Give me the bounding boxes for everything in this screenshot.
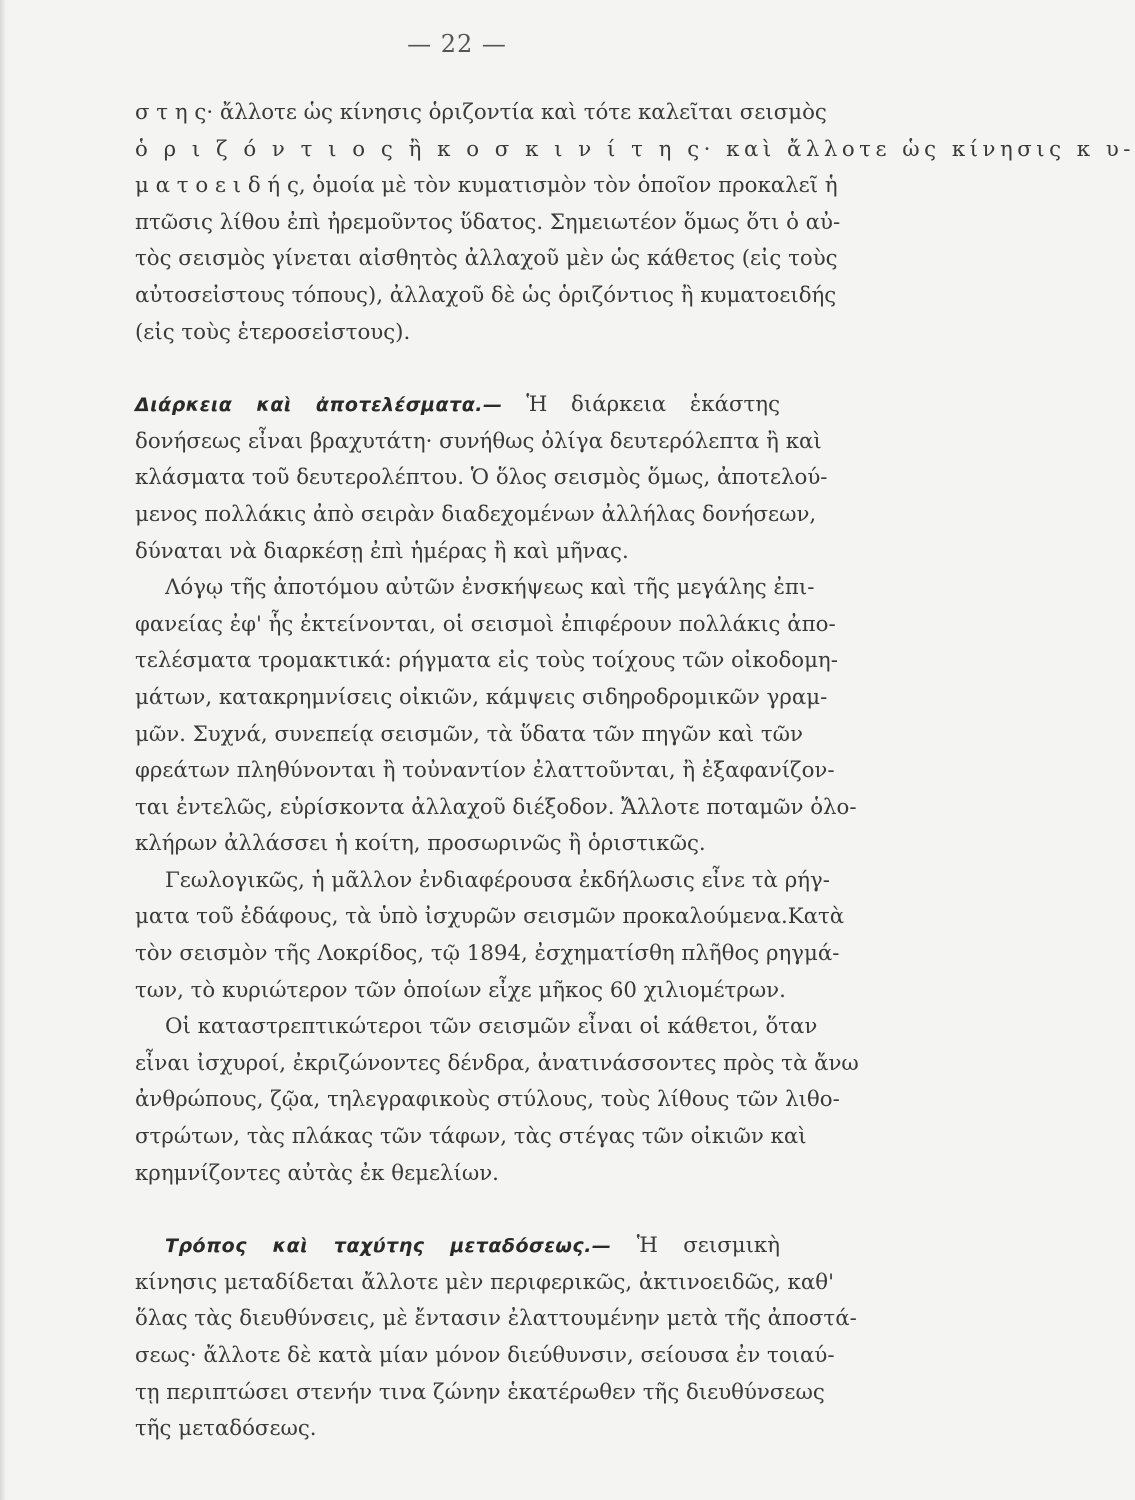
text-line: εἶναι ἰσχυροί, ἐκριζώνοντες δένδρα, ἀνατινάσσοντες πρὸς τὰ ἄνω — [135, 1050, 859, 1076]
text-line: τὸς σεισμὸς γίνεται αἰσθητὸς ἀλλαχοῦ μὲν ὡς κάθετος (εἰς τοὺς — [135, 246, 838, 272]
text-line: ὁ ρ ι ζ ό ν τ ι ο ς ἢ κ ο σ κ ι ν ί τ η ς· καὶ ἄλλοτε ὡς κίνησις κ υ- — [135, 136, 1135, 162]
text-line: σ τ η ς· ἄλλοτε ὡς κίνησις ὁριζοντία καὶ τότε καλεῖται σεισμὸς — [135, 100, 827, 125]
text-line: (εἰς τοὺς ἑτεροσεἰστους). — [135, 319, 411, 345]
text-line: μάτων, κατακρημνίσεις οἰκιῶν, κάμψεις σιδηροδρομικῶν γραμ- — [135, 684, 828, 710]
section-duration — [135, 387, 828, 570]
text-line: πτῶσις λίθου ἐπὶ ἠρεμοῦντος ὕδατος. Σημειωτέον ὅμως ὅτι ὁ αὐ- — [135, 209, 841, 235]
paragraph-effects — [135, 570, 857, 863]
text-line: κρημνίζοντες αὐτὰς ἐκ θεμελίων. — [135, 1160, 499, 1186]
text-line: δύναται νὰ διαρκέσῃ ἐπὶ ἡμέρας ἢ καὶ μῆνας. — [135, 538, 629, 564]
text-line: τὸν σεισμὸν τῆς Λοκρίδος, τῷ 1894, ἐσχηματίσθη πλῆθος ρηγμά- — [135, 941, 840, 967]
page-gutter-shadow — [0, 0, 6, 1500]
text-line: τελέσματα τρομακτικά: ρήγματα εἰς τοὺς τοίχους τῶν οἰκοδομη- — [135, 648, 838, 674]
text-line: μενος πολλάκις ἀπὸ σειρὰν διαδεχομένων ἀλλήλας δονήσεων, — [135, 501, 817, 527]
text-line: φανείας ἐφ' ἧς ἐκτείνονται, οἱ σεισμοὶ ἐπιφέρουν πολλάκις ἀπο- — [135, 611, 836, 637]
page-number: — 22 — — [407, 30, 507, 58]
section-first-line — [135, 387, 780, 424]
text-line: μῶν. Συχνά, συνεπείᾳ σεισμῶν, τὰ ὕδατα τῶν πηγῶν καὶ τῶν — [135, 721, 803, 747]
text-line: στρώτων, τὰς πλάκας τῶν τάφων, τὰς στέγας τῶν οἰκιῶν καὶ — [135, 1124, 807, 1150]
paragraph-seismic-types — [135, 95, 1135, 351]
text-line: κίνησις μεταδίδεται ἄλλοτε μὲν περιφερικῶς, ἀκτινοειδῶς, καθ' — [135, 1269, 834, 1295]
text-line: μ α τ ο ε ι δ ή ς, ὁμοία μὲ τὸν κυματισμὸν τὸν ὁποῖον προκαλεῖ ἡ — [135, 173, 838, 199]
section-heading-duration: Διάρκεια καὶ ἀποτελέσματα.— — [135, 394, 503, 417]
section-first-line — [135, 1228, 780, 1265]
text-line: ὅλας τὰς διευθύνσεις, μὲ ἔντασιν ἐλαττουμένην μετὰ τῆς ἀποστά- — [135, 1306, 857, 1332]
section-first-line-text: Ἡ διάρκεια ἑκάστης — [526, 392, 780, 418]
text-line: σεως· ἄλλοτε δὲ κατὰ μίαν μόνον διεύθυνσιν, σείουσα ἐν τοιαύ- — [135, 1343, 835, 1368]
paragraph-destructive — [135, 1009, 859, 1192]
text-line: Οἱ καταστρεπτικώτεροι τῶν σεισμῶν εἶναι οἱ κάθετοι, ὅταν — [165, 1014, 818, 1040]
text-line: κλάσματα τοῦ δευτερολέπτου. Ὁ ὅλος σεισμὸς ὅμως, ἀποτελού- — [135, 465, 828, 491]
section-heading-propagation: Τρόπος καὶ ταχύτης μεταδόσεως.— — [165, 1235, 612, 1258]
text-line: κλήρων ἀλλάσσει ἡ κοίτη, προσωρινῶς ἢ ὁριστικῶς. — [135, 831, 706, 857]
section-gap — [135, 351, 780, 387]
text-line: ται ἐντελῶς, εὑρίσκοντα ἀλλαχοῦ διέξοδον. Ἄλλοτε ποταμῶν ὁλο- — [135, 794, 857, 820]
section-first-line-text: Ἡ σεισμικὴ — [636, 1233, 780, 1259]
text-line: Λόγῳ τῆς ἀποτόμου αὐτῶν ἐνσκήψεως καὶ τῆς μεγάλης ἐπι- — [165, 575, 815, 601]
text-line: αὐτοσεἰστους τόπους), ἀλλαχοῦ δὲ ὡς ὁριζόντιος ἢ κυματοειδής — [135, 282, 837, 308]
section-gap — [135, 1192, 780, 1228]
text-line: δονήσεως εἶναι βραχυτάτη· συνήθως ὀλίγα δευτερόλεπτα ἢ καὶ — [135, 428, 822, 454]
paragraph-geology — [135, 863, 845, 1009]
text-line: τῃ περιπτώσει στενήν τινα ζώνην ἑκατέρωθεν τῆς διευθύνσεως — [135, 1379, 825, 1405]
page-body — [135, 95, 1135, 1448]
text-line: ματα τοῦ ἐδάφους, τὰ ὑπὸ ἰσχυρῶν σεισμῶν προκαλούμενα.Κατὰ — [135, 904, 845, 930]
text-line: τῆς μεταδόσεως. — [135, 1416, 317, 1442]
text-line: των, τὸ κυριώτερον τῶν ὁποίων εἶχε μῆκος 60 χιλιομέτρων. — [135, 977, 786, 1003]
text-line: ἀνθρώπους, ζῷα, τηλεγραφικοὺς στύλους, τοὺς λίθους τῶν λιθο- — [135, 1087, 840, 1113]
text-line: Γεωλογικῶς, ἡ μᾶλλον ἐνδιαφέρουσα ἐκδήλωσις εἶνε τὰ ρήγ- — [165, 867, 830, 893]
section-propagation — [135, 1228, 857, 1448]
text-line: φρεάτων πληθύνονται ἢ τοὐναντίον ἐλαττοῦνται, ἢ ἐξαφανίζον- — [135, 758, 835, 784]
